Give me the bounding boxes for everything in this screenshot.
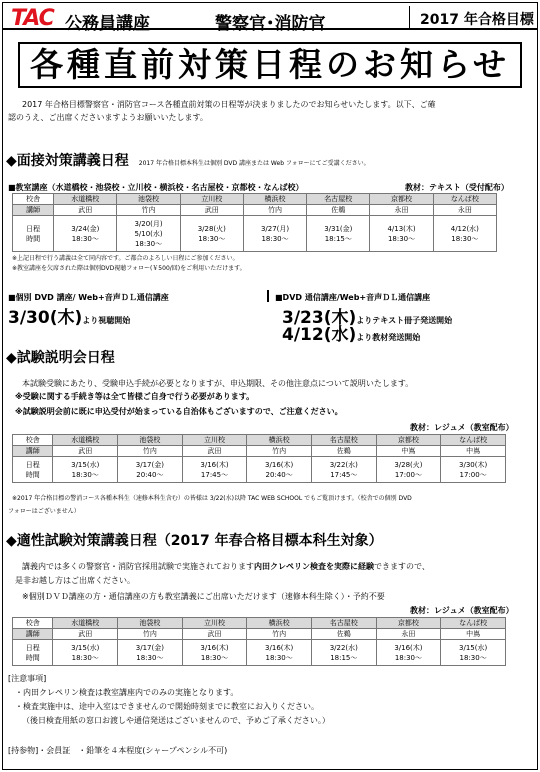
table-row: 日程 時間 3/24(金) 18:30～ 3/20(月) 5/10(水) 18:30～ 3/28(火) 18:30～ 3/27(月) 18:30～ 3/31(金) 18:15～ 4/13(木) 18:30～ 4/12(水) 18:30～ bbox=[13, 216, 497, 252]
briefing-note-1: ※2017 年合格目標の警消コース各種本科生（速修本科生含む）の皆様は 3/22(水)以降 TAC WEB SCHOOL でもご覧頂けます。（校舎での個別 DVD bbox=[12, 495, 412, 502]
table-row: 日程 時間 3/15(水) 18:30～ 3/17(金) 20:40～ 3/16(木) 17:45～ 3/16(木) 20:40～ 3/22(水) 17:45～ 3/28(火) 17:00～ 3/30(木) 17:00～ bbox=[13, 457, 506, 483]
divider bbox=[267, 290, 269, 302]
briefing-schedule-table: 校舎 水道橋校 池袋校 立川校 横浜校 名古屋校 京都校 なんば校 講師 武田 竹内 武田 竹内 佐鵜 中嶌 中嶌 日程 時間 3/15(水) 18:30～ 3/17(金) 20:40～ 3/16(木) 17:45～ 3/16(木) 20:40～ 3/22(水) 17:45～ 3/28(火) 17:00～ 3/30(木) 17:00～ bbox=[12, 434, 506, 483]
briefing-heading: ◆試験説明会日程 bbox=[6, 350, 115, 366]
interview-note-1: ※上記日程で行う講義は全て同内容です。ご都合のよろしい日程にご参加ください。 bbox=[12, 255, 239, 262]
aptitude-material: 教材：レジュメ（教室配布） bbox=[410, 606, 514, 615]
interview-note-2: ※教室講座を欠席された際は個別DVD視聴フォロー(￥500/回)をご利用いただけます。 bbox=[12, 265, 246, 272]
bold-phrase: 内田クレペリン検査を実際に経験 bbox=[254, 562, 374, 571]
interview-note: 2017 年合格目標本科生は個別 DVD 講座または Web フォローにてご受講ください。 bbox=[138, 160, 370, 167]
interview-heading: ◆面接対策講義日程 2017 年合格目標本科生は個別 DVD 講座または Web フォローにてご受講ください。 bbox=[6, 153, 370, 169]
target-year: 2017 年合格目標 bbox=[409, 6, 537, 28]
briefing-line-3: ※試験説明会前に既に申込受付が始まっている自治体もございますので、ご注意ください。 bbox=[15, 407, 343, 416]
caution-label: [注意事項] bbox=[8, 674, 47, 683]
interview-material: 教材：テキスト（受付配布） bbox=[405, 183, 509, 192]
caution-1: ・内田クレペリン検査は教室講座内でのみの実施となります。 bbox=[15, 688, 239, 697]
aptitude-line-2: 是非お越し方はご出席ください。 bbox=[15, 576, 135, 585]
dvd-start: 3/30(木)より視聴開始 bbox=[8, 308, 131, 328]
school-name: 公務員講座 bbox=[65, 14, 150, 34]
caution-3: （後日検査用紙の窓口お渡しや通信発送はございませんので、予めご了承ください。） bbox=[22, 716, 330, 725]
briefing-note-2: フォローはございません） bbox=[8, 508, 80, 515]
dvd-course-label: ■個別 DVD 講座/ Web+音声ＤＬ通信講座 bbox=[8, 293, 169, 302]
briefing-material: 教材：レジュメ（教室配布） bbox=[410, 423, 514, 432]
intro-line-1: 2017 年合格目標警察官・消防官コース各種直前対策の日程等が決まりましたのでお知らせいたします。以下、ご確 bbox=[22, 100, 436, 109]
mail-course-label: ■DVD 通信講座/Web+音声ＤＬ通信講座 bbox=[275, 293, 431, 302]
aptitude-heading: ◆適性試験対策講義日程（2017 年春合格目標本科生対象） bbox=[6, 533, 383, 549]
course-name: 警察官･消防官 bbox=[215, 14, 326, 34]
aptitude-line-3: ※個別ＤＶＤ講座の方・通信講座の方も教室講義にご出席いただけます（速修本科生除く）・予約不要 bbox=[22, 592, 385, 601]
page-header bbox=[3, 3, 537, 34]
mail-text-start: 3/23(木)よりテキスト冊子発送開始 bbox=[282, 308, 453, 328]
aptitude-schedule-table: 校舎 水道橋校 池袋校 立川校 横浜校 名古屋校 京都校 なんば校 講師 武田 竹内 武田 竹内 佐鵜 永田 中嶌 日程 時間 3/15(水) 18:30～ 3/17(金) 18:30～ 3/16(木) 18:30～ 3/16(木) 18:30～ 3/22(水) 18:15～ 3/16(木) 18:30～ 3/15(水) 18:30～ bbox=[12, 617, 506, 666]
briefing-line-1: 本試験受験にあたり、受験申込手続が必要となりますが、申込期限、その他注意点について説明いたします。 bbox=[22, 379, 414, 388]
table-row: 日程 時間 3/15(水) 18:30～ 3/17(金) 18:30～ 3/16(木) 18:30～ 3/16(木) 18:30～ 3/22(水) 18:15～ 3/16(木) 18:30～ 3/15(水) 18:30～ bbox=[13, 640, 506, 666]
intro-line-2: 認のうえ、ご出席くださいますようお願いいたします。 bbox=[8, 113, 208, 122]
bring-items: [持参物]・会員証 ・鉛筆を４本程度(シャープペンシル不可) bbox=[8, 746, 228, 755]
aptitude-line-1: 講義内では多くの警察官・消防官採用試験で実施されております内田クレペリン検査を実際に経験できますので、 bbox=[22, 562, 430, 571]
caution-2: ・検査実施中は、途中入室はできませんので開始時刻までに教室にお入りください。 bbox=[15, 702, 319, 711]
classroom-course-label: ■教室講座（水道橋校・池袋校・立川校・横浜校・名古屋校・京都校・なんば校） bbox=[8, 183, 304, 192]
interview-schedule-table: 校舎 水道橋校 池袋校 立川校 横浜校 名古屋校 京都校 なんば校 講師 武田 竹内 武田 竹内 佐鵜 永田 永田 日程 時間 3/24(金) 18:30～ 3/20(月) 5/10(水) 18:30～ 3/28(火) 18:30～ 3/27(月) 18:30～ 3/31(金) 18:15～ 4/13(木) 18:30～ 4/12(水) 18:30～ bbox=[12, 193, 497, 252]
mail-material-start: 4/12(水)より教材発送開始 bbox=[282, 325, 421, 345]
briefing-line-2: ※受験に関する手続き等は全て皆様ご自身で行う必要があります。 bbox=[15, 392, 255, 401]
page-title: 各種直前対策日程のお知らせ bbox=[18, 42, 522, 88]
tac-logo: TAC bbox=[11, 6, 54, 31]
